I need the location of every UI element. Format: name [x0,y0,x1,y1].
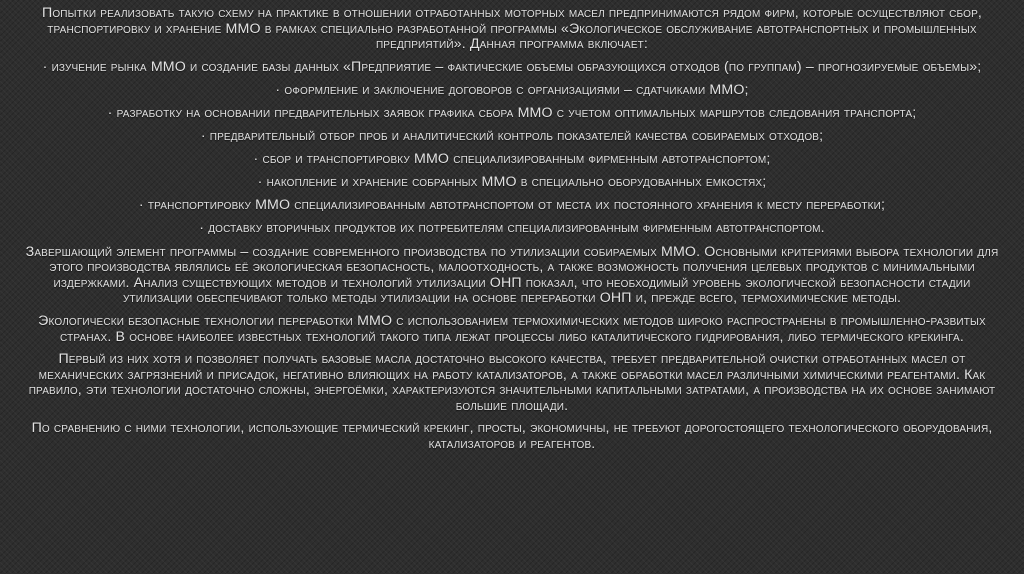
bullet-delivery: · доставку вторичных продуктов их потребителям специализированным фирменным автотранспортом. [199,220,825,237]
paragraph-hydrogenation: Первый из них хотя и позволяет получать базовые масла достаточно высокого качества, требует предварительной очистки отработанных масел от механических загрязнений и присадок, негативно влияющих на работу катализаторов, а также обработки масел различными химическими реагентами. Как правило, эти технологии достаточно сложны, энергоёмки, характеризуются значительными капитальными затратами, а производства на их основе занимают большие площади. [28,351,996,414]
paragraph-thermochemical: Экологически безопасные технологии переработки ММО с использованием термохимических методов широко распространены в промышленно-развитых странах. В основе наиболее известных технологий такого типа лежат процессы либо каталитического гидрирования, либо термического крекинга. [38,312,986,345]
bullet-sampling-control: · предварительный отбор проб и аналитический контроль показателей качества собираемых отходов; [200,128,824,145]
intro-paragraph: Попытки реализовать такую схему на практике в отношении отработанных моторных масел предпринимаются рядом фирм, которые осуществляют сбор, транспортировку и хранение ММО в рамках специально разработанной программы «Экологическое обслуживание автотранспортных и промышленных предприятий». Данная программа включает: [41,5,982,53]
paragraph-cracking: По сравнению с ними технологии, использующие термический крекинг, просты, экономичны, не требуют дорогостоящего технологического оборудования, катализаторов и реагентов. [31,420,993,453]
bullet-storage: · накопление и хранение собранных ММО в специально оборудованных емкостях; [257,174,767,191]
bullet-market-study: · изучение рынка ММО и создание базы данных «Предприятие – фактические объемы образующихся отходов (по группам) – прогнозируемые объемы»; [42,58,982,75]
paragraph-final-element: Завершающий элемент программы – создание современного производства по утилизации собираемых ММО. Основными критериями выбора технологии для этого производства являлись её экологическая безопасность, малоотходность, а также возможность получения целевых продуктов с минимальными издержками. Анализ существующих методов и технологий утилизации ОНП показал, что необходимый уровень экологической безопасности стадии утилизации обеспечивают только методы утилизации на основе переработки ОНП и, прежде всего, термохимические методы. [25,243,999,307]
bullet-collection-schedule: · разработку на основании предварительных заявок графика сбора ММО с учетом оптимальных маршрутов следования транспорта; [107,104,917,121]
bullet-collection-transport: · сбор и транспортировку ММО специализированным фирменным автотранспортом; [253,151,771,168]
bullet-contracts: · оформление и заключение договоров с организациями – сдатчиками ММО; [275,81,749,98]
bullet-transport-to-processing: · транспортировку ММО специализированным автотранспортом от места их постоянного хранения к месту переработки; [138,197,886,214]
